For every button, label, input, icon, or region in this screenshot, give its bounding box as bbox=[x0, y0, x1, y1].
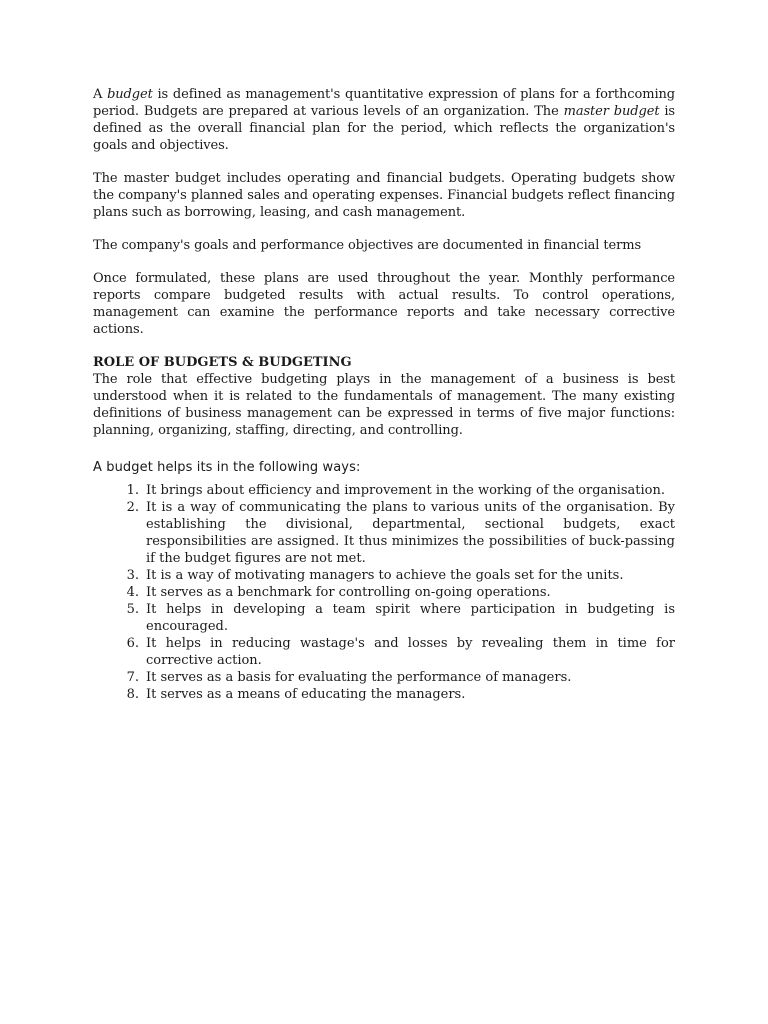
list-item-number: 8. bbox=[126, 687, 139, 702]
intro-paragraph-2: The master budget includes operating and financial budgets. Operating budgets show the company's planned sales and operating expenses. Financial budgets reflect financing plans such as borrowing, leasing, and cash management. bbox=[93, 171, 675, 220]
intro-p1-part-c: is defined as the overall financial plan for the period, which reflects the organization's goals and objectives. bbox=[93, 104, 675, 153]
list-item bbox=[93, 635, 675, 669]
intro-p1-part-a: A bbox=[93, 87, 108, 102]
list-item-number: 1. bbox=[126, 483, 139, 498]
ways-heading: A budget helps its in the following ways: bbox=[93, 460, 361, 475]
role-heading: ROLE OF BUDGETS & BUDGETING bbox=[93, 355, 352, 370]
list-item-number: 4. bbox=[126, 585, 139, 600]
list-item bbox=[93, 499, 675, 567]
list-item-text: It is a way of communicating the plans to various units of the organisation. By establishing the divisional, departmental, sectional budgets, exact responsibilities are assigned. It thus minimizes the possibilities of buck-passing if the budget figures are not met. bbox=[146, 500, 675, 566]
list-item-number: 3. bbox=[126, 568, 139, 583]
intro-paragraph-4: Once formulated, these plans are used throughout the year. Monthly performance reports compare budgeted results with actual results. To control operations, management can examine the performance reports and take necessary corrective actions. bbox=[93, 271, 675, 337]
document-page bbox=[93, 86, 675, 703]
intro-paragraph-1 bbox=[93, 86, 675, 154]
list-item bbox=[93, 584, 675, 601]
list-item-number: 2. bbox=[126, 500, 139, 515]
intro-p1-part-b: is defined as management's quantitative expression of plans for a forthcoming period. Budgets are prepared at various levels of an organization. The bbox=[93, 87, 675, 119]
list-item-text: It helps in developing a team spirit where participation in budgeting is encouraged. bbox=[146, 602, 675, 634]
list-item bbox=[93, 567, 675, 584]
intro-paragraph-3: The company's goals and performance objectives are documented in financial terms bbox=[93, 238, 642, 253]
list-item bbox=[93, 686, 675, 703]
list-item-number: 6. bbox=[126, 636, 139, 651]
master-budget-term: master budget bbox=[563, 104, 660, 119]
list-item bbox=[93, 482, 675, 499]
list-item-number: 5. bbox=[126, 602, 139, 617]
ways-list bbox=[93, 482, 675, 703]
list-item-text: It serves as a benchmark for controlling on-going operations. bbox=[146, 585, 551, 600]
budget-term: budget bbox=[107, 87, 153, 102]
list-item bbox=[93, 669, 675, 686]
role-paragraph: The role that effective budgeting plays in the management of a business is best understood when it is related to the fundamentals of management. The many existing definitions of business management can be expressed in terms of five major functions: planning, organizing, staffing, directing, and controlling. bbox=[93, 372, 675, 438]
list-item-text: It is a way of motivating managers to achieve the goals set for the units. bbox=[146, 568, 624, 583]
list-item-number: 7. bbox=[126, 670, 139, 685]
list-item-text: It brings about efficiency and improvement in the working of the organisation. bbox=[146, 483, 665, 498]
list-item-text: It helps in reducing wastage's and losses by revealing them in time for corrective action. bbox=[146, 636, 675, 668]
list-item-text: It serves as a means of educating the managers. bbox=[146, 687, 466, 702]
list-item-text: It serves as a basis for evaluating the performance of managers. bbox=[146, 670, 572, 685]
list-item bbox=[93, 601, 675, 635]
